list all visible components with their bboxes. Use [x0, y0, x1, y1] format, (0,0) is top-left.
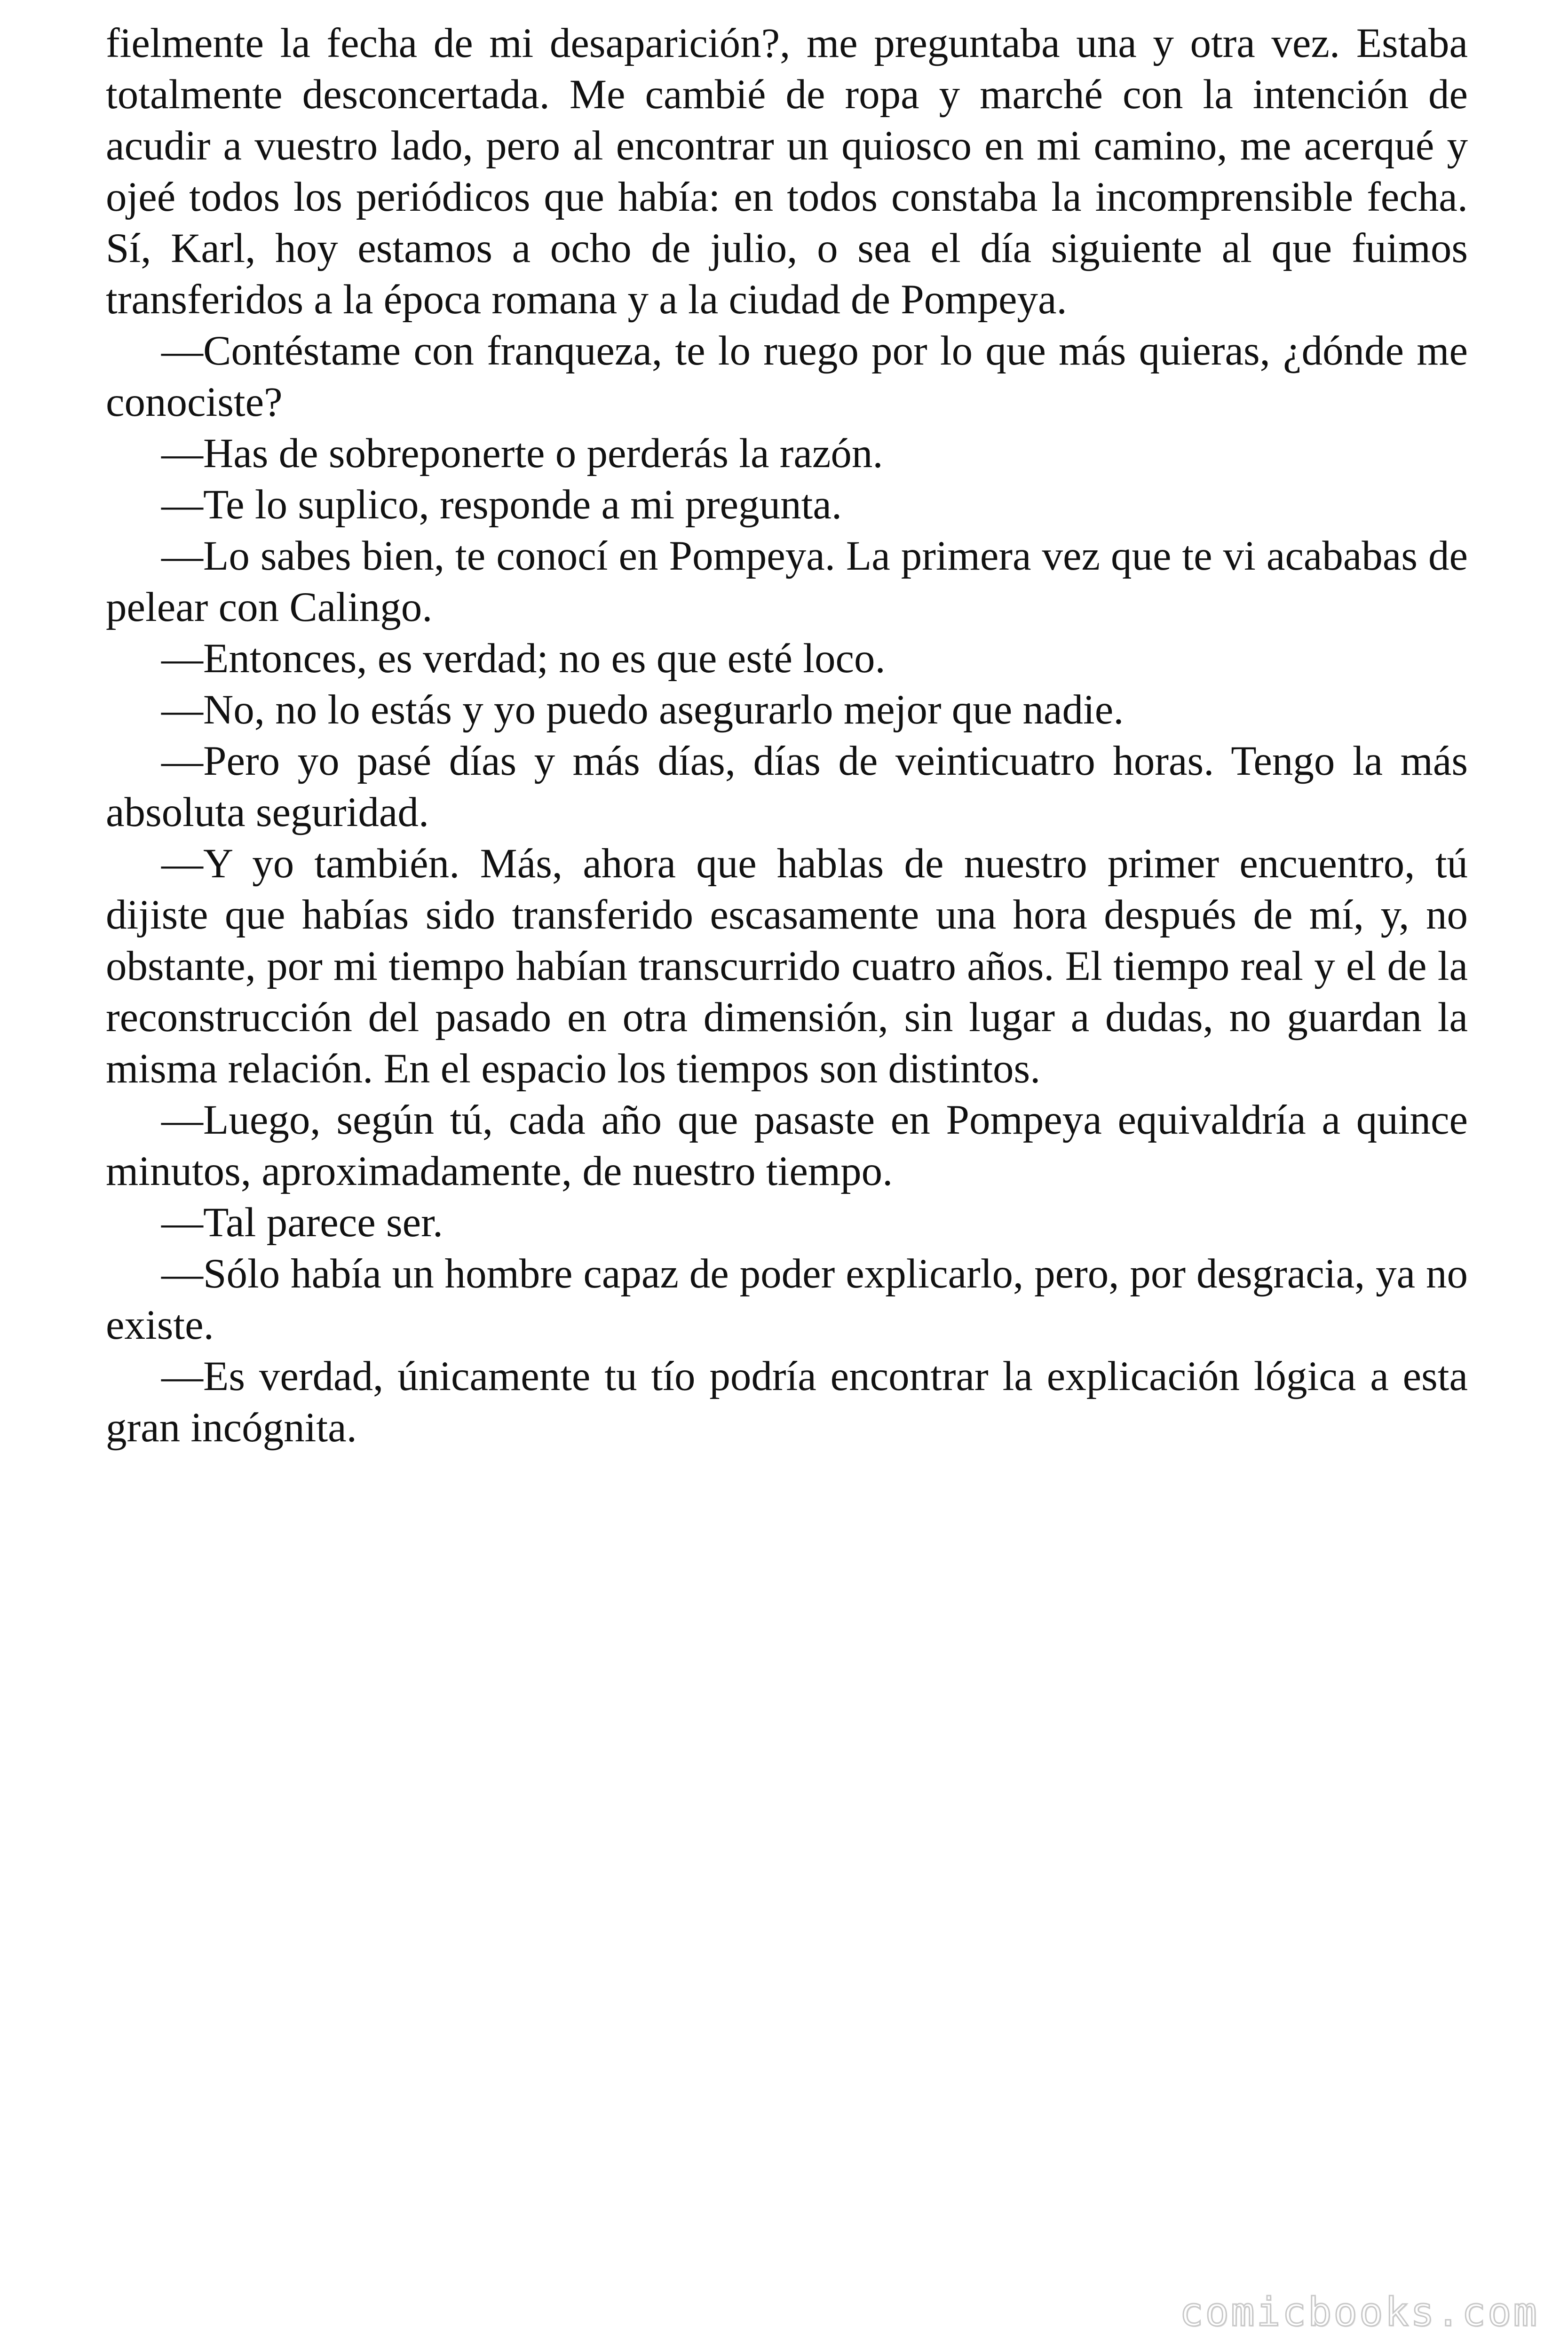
- dialogue-paragraph: —Sólo había un hombre capaz de poder explicarlo, pero, por desgracia, ya no existe.: [106, 1251, 1468, 1348]
- dialogue-paragraph: —Te lo suplico, responde a mi pregunta.: [161, 482, 842, 528]
- dialogue-paragraph: —Contéstame con franqueza, te lo ruego por lo que más quieras, ¿dónde me conociste?: [106, 328, 1468, 425]
- dialogue-paragraph: —Lo sabes bien, te conocí en Pompeya. La primera vez que te vi acababas de pelear con Calingo.: [106, 533, 1468, 630]
- dialogue-paragraph: —Has de sobreponerte o perderás la razón.: [161, 430, 883, 477]
- watermark-logo: comicbooks.com: [1179, 2289, 1539, 2335]
- dialogue-paragraph: —Es verdad, únicamente tu tío podría encontrar la explicación lógica a esta gran incógnita.: [106, 1353, 1468, 1451]
- dialogue-paragraph: —No, no lo estás y yo puedo asegurarlo mejor que nadie.: [161, 687, 1124, 733]
- dialogue-paragraph: —Y yo también. Más, ahora que hablas de nuestro primer encuentro, tú dijiste que habías sido transferido escasamente una hora después de mí, y, no obstante, por mi tiempo habían transcurrido cuatro años. El tiempo real y el de la reconstrucción del pasado en otra dimensión, sin lugar a dudas, no guardan la misma relación. En el espacio los tiempos son distintos.: [106, 841, 1468, 1092]
- paragraph-continuation: fielmente la fecha de mi desaparición?, me preguntaba una y otra vez. Estaba totalmente desconcertada. Me cambié de ropa y marché con la intención de acudir a vuestro lado, pero al encontrar un quiosco en mi camino, me acerqué y ojeé todos los periódicos que había: en todos constaba la incomprensible fecha. Sí, Karl, hoy estamos a ocho de julio, o sea el día siguiente al que fuimos transferidos a la época romana y a la ciudad de Pompeya.: [106, 20, 1468, 323]
- dialogue-paragraph: —Luego, según tú, cada año que pasaste en Pompeya equivaldría a quince minutos, aproximadamente, de nuestro tiempo.: [106, 1097, 1468, 1194]
- dialogue-paragraph: —Pero yo pasé días y más días, días de veinticuatro horas. Tengo la más absoluta seguridad.: [106, 738, 1468, 835]
- dialogue-paragraph: —Tal parece ser.: [161, 1200, 443, 1246]
- dialogue-paragraph: —Entonces, es verdad; no es que esté loco.: [161, 636, 886, 682]
- body-text: [106, 18, 1468, 1454]
